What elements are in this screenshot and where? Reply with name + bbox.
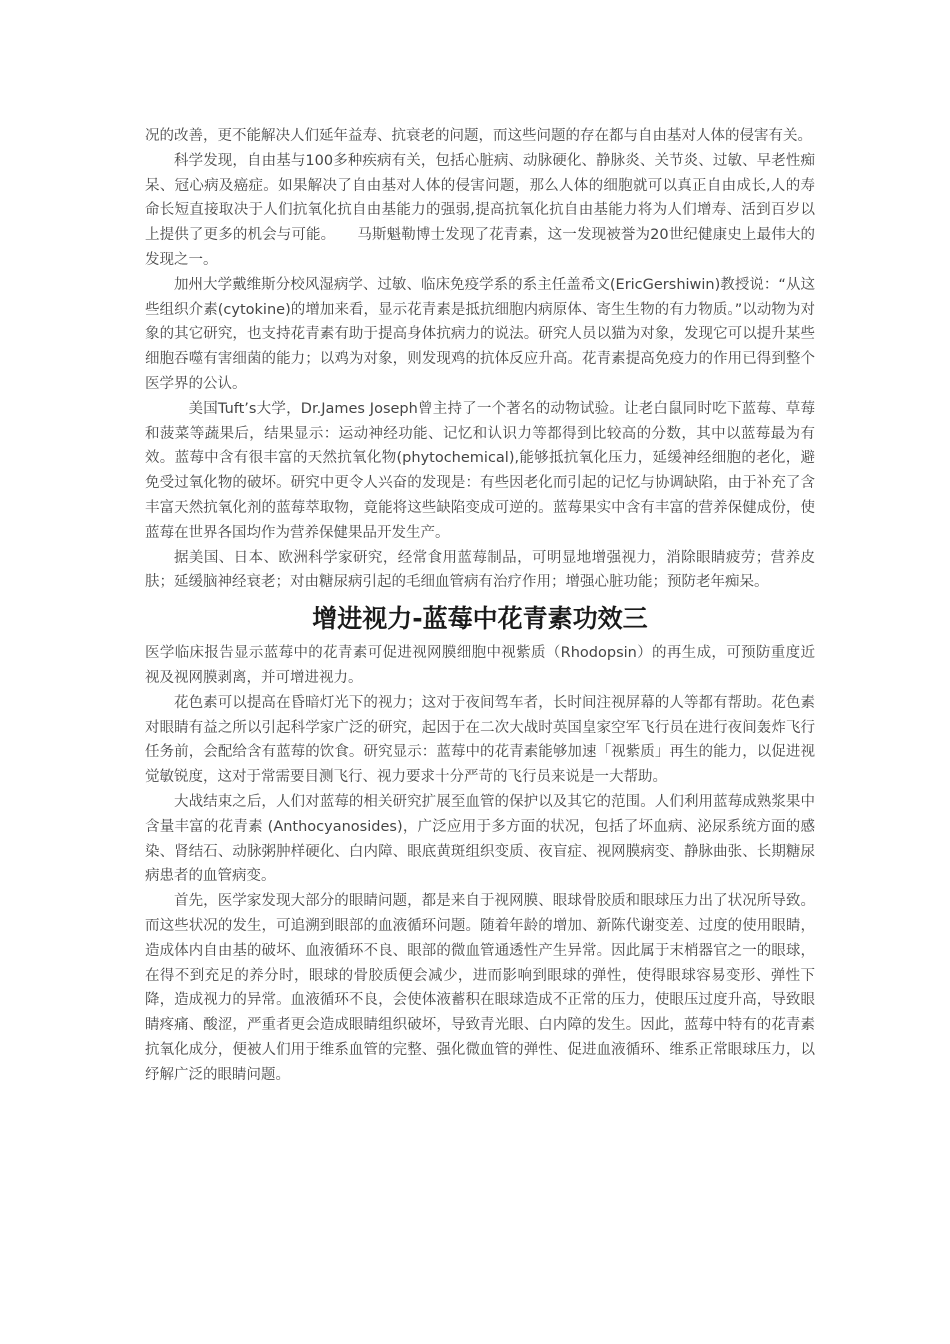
paragraph-research-summary: 据美国、日本、欧洲科学家研究，经常食用蓝莓制品，可明显地增强视力，消除眼睛疲劳；营养皮肤；延缓脑神经衰老；对由糖尿病引起的毛细血管病有治疗作用；增强心脏功能；预防老年痴呆。: [145, 549, 815, 591]
document-body: [145, 124, 815, 1087]
section-heading: 增进视力-蓝莓中花青素功效三: [312, 604, 648, 634]
paragraph-night-vision: 花色素可以提高在昏暗灯光下的视力；这对于夜间驾车者，长时间注视屏幕的人等都有帮助。花色素对眼睛有益之所以引起科学家广泛的研究，起因于在二次大战时英国皇家空军飞行员在进行夜间轰炸飞行任务前，会配给含有蓝莓的饮食。研究显示：蓝莓中的花青素能够加速「视紫质」再生的能力，以促进视觉敏锐度，这对于常需要目测飞行、视力要求十分严苛的飞行员来说是一大帮助。: [145, 694, 815, 786]
paragraph-postwar-research: 大战结束之后，人们对蓝莓的相关研究扩展至血管的保护以及其它的范围。人们利用蓝莓成熟浆果中含量丰富的花青素 (Anthocyanosides)，广泛应用于多方面的状况，包括了坏血病、泌尿系统方面的感染、肾结石、动脉粥肿样硬化、白内障、眼底黄斑组织变质、夜盲症、视网膜病变、静脉曲张、长期糖尿病患者的血管病变。: [145, 793, 815, 885]
paragraph-animal-test: 美国Tuft’s大学，Dr.James Joseph曾主持了一个著名的动物试验。让老白鼠同时吃下蓝莓、草莓和菠菜等蔬果后，结果显示：运动神经功能、记忆和认识力等都得到比较高的分数，其中以蓝莓最为有效。蓝莓中含有很丰富的天然抗氧化物(phytochemical),能够抵抗氧化压力，延缓神经细胞的老化，避免受过氧化物的破坏。研究中更令人兴奋的发现是：有些因老化而引起的记忆与协调缺陷，由于补充了含丰富天然抗氧化剂的蓝莓萃取物，竟能将这些缺陷变成可逆的。蓝莓果实中含有丰富的营养保健成份，使蓝莓在世界各国均作为营养保健果品开发生产。: [145, 400, 815, 541]
paragraph-clinical-report: 医学临床报告显示蓝莓中的花青素可促进视网膜细胞中视紫质（Rhodopsin）的再生成，可预防重度近视及视网膜剥离，并可增进视力。: [145, 645, 815, 686]
paragraph-eye-problems: 首先，医学家发现大部分的眼睛问题，都是来自于视网膜、眼球骨胶质和眼球压力出了状况所导致。而这些状况的发生，可追溯到眼部的血液循环问题。随着年龄的增加、新陈代谢变差、过度的使用眼睛，造成体内自由基的破坏、血液循环不良、眼部的微血管通透性产生异常。因此属于末梢器官之一的眼球，在得不到充足的养分时，眼球的骨胶质便会减少，进而影响到眼球的弹性，使得眼球容易变形、弹性下降，造成视力的异常。血液循环不良，会使体液蓄积在眼球造成不正常的压力，使眼压过度升高，导致眼睛疼痛、酸涩，严重者更会造成眼睛组织破坏，导致青光眼、白内障的发生。因此，蓝莓中特有的花青素抗氧化成分，便被人们用于维系血管的完整、强化微血管的弹性、促进血液循环、维系正常眼球压力，以纾解广泛的眼睛问题。: [145, 893, 815, 1083]
paragraph-continuation: 况的改善，更不能解决人们延年益寿、抗衰老的问题，而这些问题的存在都与自由基对人体的侵害有关。: [145, 128, 812, 144]
paragraph-free-radicals: 科学发现，自由基与100多种疾病有关，包括心脏病、动脉硬化、静脉炎、关节炎、过敏、早老性痴呆、冠心病及癌症。如果解决了自由基对人体的侵害问题，那么人体的细胞就可以真正自由成长,人的寿命长短直接取决于人们抗氧化抗自由基能力的强弱,提高抗氧化抗自由基能力将为人们增寿、活到百岁以上提供了更多的机会与可能。 马斯魁勒博士发现了花青素，这一发现被誉为20世纪健康史上最伟大的发现之一。: [145, 152, 815, 268]
paragraph-immunity: 加州大学戴维斯分校风湿病学、过敏、临床免疫学系的系主任盖希文(EricGershiwin)教授说：“从这些组织介素(cytokine)的增加来看，显示花青素是抵抗细胞内病原体、寄生生物的有力物质。”以动物为对象的其它研究，也支持花青素有助于提高身体抗病力的说法。研究人员以猫为对象，发现它可以提升某些细胞吞噬有害细菌的能力；以鸡为对象，则发现鸡的抗体反应升高。花青素提高免疫力的作用已得到整个医学界的公认。: [145, 276, 815, 392]
